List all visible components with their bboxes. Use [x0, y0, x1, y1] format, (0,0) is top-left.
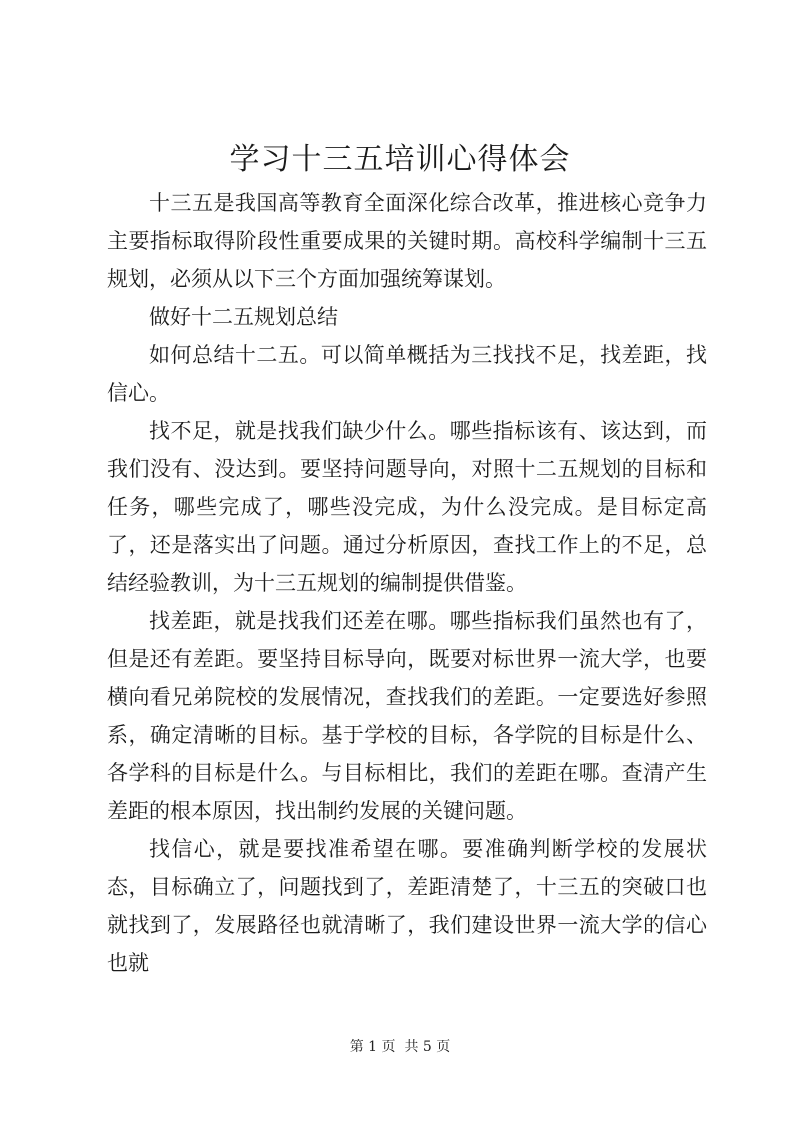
paragraph-summary: 如何总结十二五。可以简单概括为三找找不足，找差距，找信心。: [107, 343, 707, 405]
page-number-footer: 第 1 页 共 5 页: [349, 1039, 451, 1055]
paragraph-shortcomings: 找不足，就是找我们缺少什么。哪些指标该有、该达到，而我们没有、没达到。要坚持问题导向，对照十二五规划的目标和任务，哪些完成了，哪些没完成，为什么没完成。是目标定高了，还是落实出了问题。通过分析原因，查找工作上的不足，总结经验教训，为十三五规划的编制提供借鉴。: [107, 419, 707, 595]
paragraph-gaps: 找差距，就是找我们还差在哪。哪些指标我们虽然也有了，但是还有差距。要坚持目标导向，既要对标世界一流大学，也要横向看兄弟院校的发展情况，查找我们的差距。一定要选好参照系，确定清晰的目标。基于学校的目标，各学院的目标是什么、各学科的目标是什么。与目标相比，我们的差距在哪。查清产生差距的根本原因，找出制约发展的关键问题。: [107, 609, 707, 823]
document-title: 学习十三五培训心得体会: [229, 142, 571, 177]
paragraph-intro: 十三五是我国高等教育全面深化综合改革，推进核心竞争力主要指标取得阶段性重要成果的关键时期。高校科学编制十三五规划，必须从以下三个方面加强统筹谋划。: [107, 191, 707, 291]
paragraph-confidence: 找信心，就是要找准希望在哪。要准确判断学校的发展状态，目标确立了，问题找到了，差距清楚了，十三五的突破口也就找到了，发展路径也就清晰了，我们建设世界一流大学的信心也就: [107, 837, 707, 975]
section-heading: 做好十二五规划总结: [149, 305, 338, 329]
document-body: [107, 184, 707, 982]
